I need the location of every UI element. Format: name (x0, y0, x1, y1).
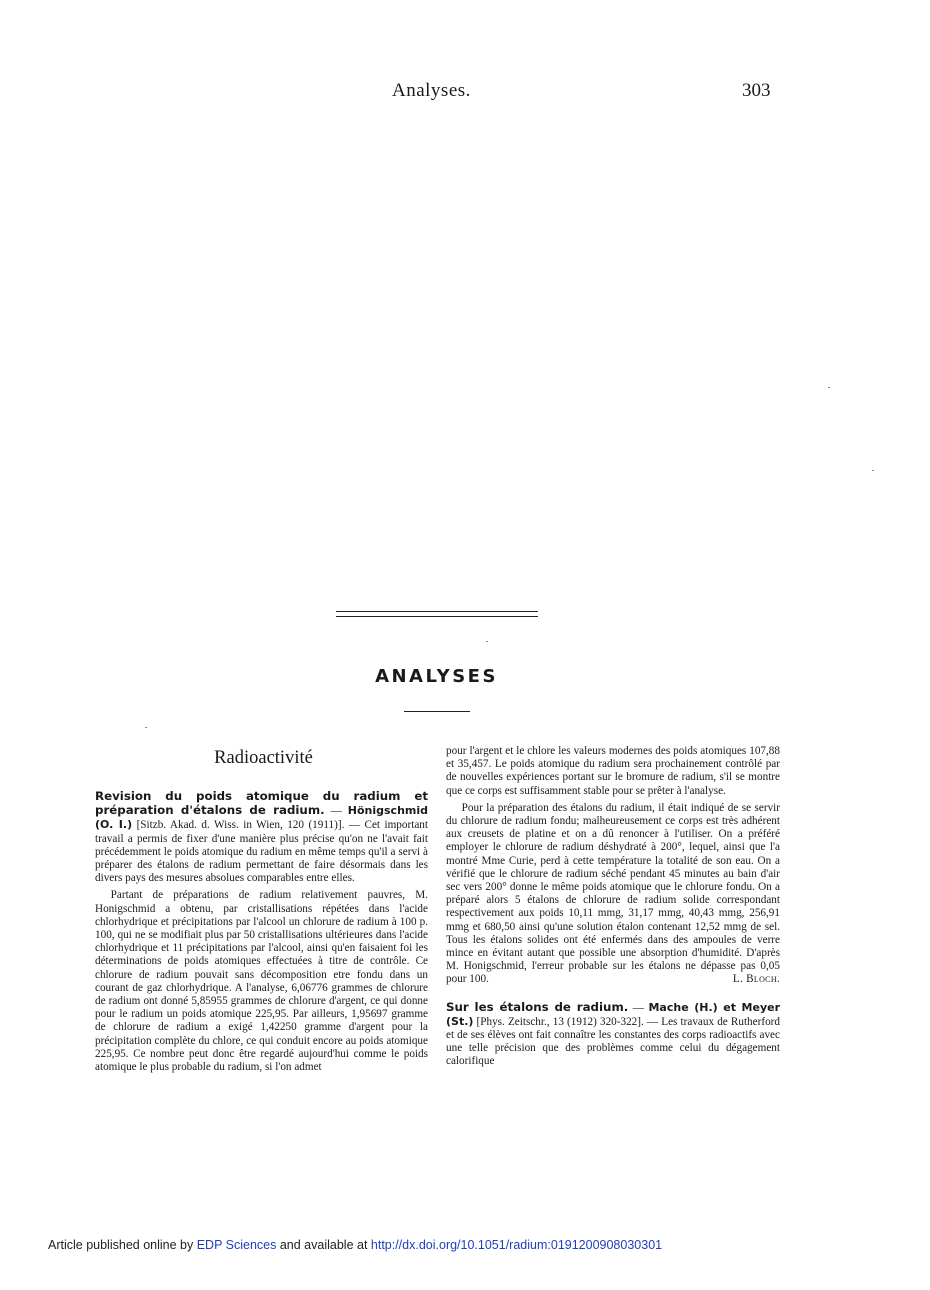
paragraph-with-signature (446, 802, 780, 987)
signature: L. Bloch. (732, 973, 780, 986)
article-title: Revision du poids atomique du radium et préparation d'étalons de radium. (95, 789, 428, 818)
subsection-title: Radioactivité (214, 748, 313, 768)
article-heading (446, 1001, 780, 1069)
article-citation: [Sitzb. Akad. d. Wiss. in Wien, 120 (1911)]. — (132, 819, 365, 832)
article-citation: [Phys. Zeitschr., 13 (1912) 320-322]. — (473, 1015, 662, 1028)
running-head: Analyses. (392, 80, 471, 101)
scan-speck (145, 727, 147, 728)
right-column (446, 745, 780, 1073)
paragraph: Pour la préparation des étalons du radium, il était indiqué de se servir du chlorure de radium fondu; malheureusement ce corps est très adhérent aux creusets de platine et on a dû renoncer à l'utiliser. On a préféré employer le chlorure de radium déshydraté à 200°, lequel, ainsi que l'a montré Mme Curie, perd à cette température la totalité de son eau. On a vérifié que le chlorure de radium séché pendant 45 minutes au bain d'air sec vers 200° donne le même poids atomique que le chlorure fondu. On a préparé alors 5 étalons de chlorure de radium solide correspondant respectivement aux poids 10,11 mmg, 31,17 mmg, 40,43 mmg, 256,91 mmg et 680,50 ainsi qu'une solution étalon contenant 12,52 mmg de sel. Tous les étalons solides ont été enfermés dans des ampoules de verre mince en évitant autant que possible une absorption d'humidité. D'après M. Honigschmid, l'erreur probable sur les étalons ne dépasse pas 0,05 pour 100. (446, 801, 780, 986)
section-title: ANALYSES (375, 666, 498, 687)
footer-middle: and available at (276, 1238, 371, 1252)
article-author: Hönigschmid (O. I.) (95, 804, 429, 832)
page-number: 303 (742, 80, 771, 101)
paragraph: Partant de préparations de radium relativement pauvres, M. Honigschmid a obtenu, par cristallisations répétées dans l'acide chlorhydrique et précipitations par l'alcool un chlorure de radium à 100 p. 100, qui ne se modifiait plus par 50 cristallisations ultérieures dans l'acide chlorhydrique et 11 précipitations par l'alcool, ainsi qu'en faisaient foi les déterminations de poids atomiques effectuées à titre de contrôle. Ce chlorure de radium pouvait sans décomposition etre fondu dans un courant de gaz chlorhydrique. A l'analyse, 6,06776 grammes de chlorure de radium ont donné 5,85955 grammes de chlorure d'argent, ce qui donne pour le radium un poids atomique 225,95. Par ailleurs, 1,95697 gramme de chlorure de radium a exigé 1,42250 gramme d'argent pour la précipitation complète du chlore, ce qui conduit encore au poids atomique 225,95. Ce nombre peut donc être regardé aujourd'hui comme le poids atomique le plus probable du radium, si l'on admet (95, 889, 428, 1074)
footer (48, 1238, 662, 1252)
article-heading (95, 790, 428, 885)
footer-prefix: Article published online by (48, 1238, 197, 1252)
paragraph: Les travaux de Rutherford et de ses élèves ont fait connaître les constantes des corps radioactifs avec une telle précision que des problèmes comme celui du dégagement calorifique (446, 1015, 780, 1068)
article-author: Mache (H.) et Meyer (St.) (446, 1000, 780, 1028)
doi-link[interactable]: http://dx.doi.org/10.1051/radium:0191200908030301 (370, 1238, 663, 1252)
scan-speck (486, 641, 488, 642)
scan-speck (828, 387, 830, 388)
paragraph: pour l'argent et le chlore les valeurs modernes des poids atomiques 107,88 et 35,457. Le poids atomique du radium sera prochainement contrôlé par de nouvelles expériences portant sur le bromure de radium, s'il se montre que ce corps est suffisamment stable pour se prêter à l'analyse. (446, 745, 780, 797)
dash: — (628, 1001, 649, 1014)
title-underline-rule (404, 711, 470, 712)
paragraph: Cet important travail a permis de fixer d'une manière plus précise qu'on ne l'avait fait précédemment le poids atomique du radium en même temps qu'il a servi à préparer des étalons de radium permettant de faire désormais dans les divers pays des mesures absolues comparables entre elles. (95, 819, 428, 885)
dash: — (324, 805, 348, 818)
publisher-link[interactable]: EDP Sciences (196, 1238, 277, 1252)
double-rule-bottom (336, 616, 538, 617)
left-column (95, 790, 428, 1078)
article-title: Sur les étalons de radium. (446, 999, 629, 1014)
double-rule-top (336, 611, 538, 612)
scan-speck (872, 470, 874, 471)
